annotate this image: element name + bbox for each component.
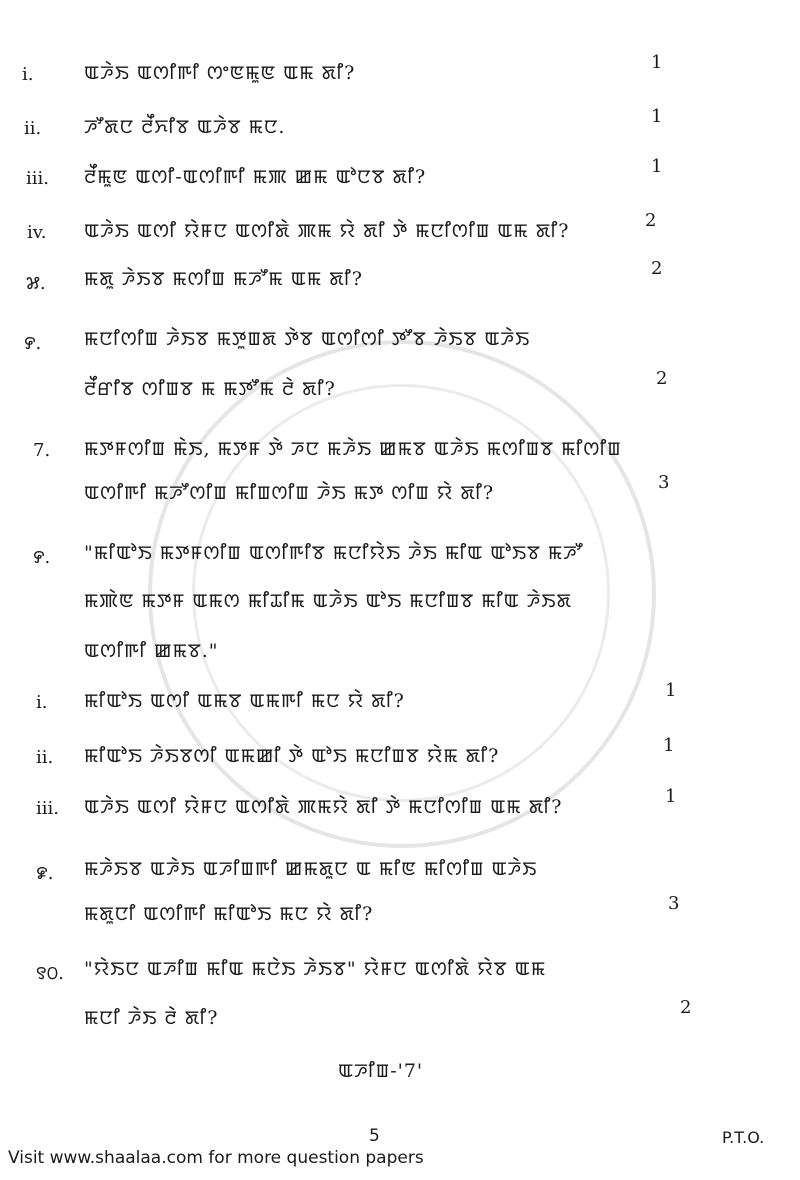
question-text: "ꯌꯥꯏꯅ ꯑꯍꯤꯡ ꯃꯤꯑ ꯃꯅꯥꯏ ꯍꯥꯏꯕ" ꯌꯥꯝꯅ ꯑꯁꯤꯗꯥ ꯌꯥꯕ ꯑꯃ: [84, 958, 547, 980]
question-text: ꯃꯤꯑꯣꯏ ꯍꯥꯏꯕꯁꯤ ꯑꯃꯀꯤ ꯇꯥ ꯑꯣꯏ ꯃꯅꯤꯡꯕ ꯌꯥꯃ ꯗꯤ?: [84, 745, 500, 767]
question-number: ꯱꯰.: [36, 963, 64, 984]
question-text: ꯃꯄꯥꯟ ꯃꯇꯝ ꯑꯃꯁ ꯃꯤꯊꯤꯃ ꯑꯍꯥꯏ ꯑꯣꯏ ꯃꯅꯤꯡꯕ ꯃꯤꯑ ꯍꯥꯏꯗ: [84, 590, 572, 612]
question-text: ꯃꯅꯤꯁꯤꯡ ꯍꯥꯏꯕ ꯃꯇꯨꯡꯗ ꯇꯥꯕ ꯑꯁꯤꯁꯤ ꯇꯧꯕ ꯍꯥꯏꯕ ꯑꯍꯥꯏ: [84, 328, 531, 350]
question-text: ꯃꯗꯨ ꯍꯥꯏꯕ ꯃꯁꯤꯡ ꯃꯍꯧꯃ ꯑꯃ ꯗꯤ?: [84, 268, 363, 290]
question-marks: 2: [656, 368, 668, 389]
question-number: iii.: [36, 798, 59, 819]
question-number: ii.: [24, 118, 42, 139]
question-text: ꯃꯗꯨꯅꯤ ꯑꯁꯤꯒꯤ ꯃꯤꯑꯣꯏ ꯃꯅ ꯌꯥ ꯗꯤ?: [84, 903, 374, 925]
page-number: 5: [369, 1126, 380, 1146]
question-marks: 1: [665, 680, 677, 701]
question-marks: 2: [651, 258, 663, 279]
question-text: ꯑꯁꯤꯒꯤ ꯀꯃꯕ.": [84, 640, 219, 662]
question-text: ꯃꯤꯑꯣꯏ ꯑꯁꯤ ꯑꯃꯕ ꯑꯃꯒꯤ ꯃꯅ ꯌꯥ ꯗꯤ?: [84, 690, 405, 712]
question-text: ꯍꯧꯗꯅ ꯂꯩꯈꯤꯕ ꯑꯍꯥꯕ ꯃꯅ.: [84, 116, 286, 138]
question-marks: 3: [668, 893, 680, 914]
question-marks: 1: [651, 106, 663, 127]
question-number: i.: [36, 692, 48, 713]
question-marks: 3: [658, 472, 670, 493]
question-text: ꯃꯅꯤ ꯍꯥꯏ ꯂꯥ ꯗꯤ?: [84, 1007, 219, 1029]
question-number: ii.: [36, 747, 54, 768]
question-number: iii.: [26, 168, 49, 189]
question-number: 7.: [33, 440, 51, 461]
question-marks: 1: [651, 156, 663, 177]
question-marks: 1: [663, 735, 675, 756]
section-label: ꯑꯍꯤꯡ-'7': [338, 1060, 424, 1082]
question-marks: 2: [680, 997, 692, 1018]
question-number: i.: [22, 64, 34, 85]
question-text: ꯃꯍꯥꯏꯕ ꯑꯍꯥꯏ ꯑꯍꯤꯡꯒꯤ ꯀꯃꯗꯨꯅ ꯑ ꯃꯤꯟ ꯃꯤꯁꯤꯡ ꯑꯍꯥꯏ: [84, 858, 538, 880]
question-text: ꯑꯍꯥꯏ ꯑꯁꯤꯒꯤ ꯁꯦꯟꯃꯨꯟ ꯑꯃ ꯗꯤ?: [84, 62, 356, 84]
question-text: ꯑꯁꯤꯒꯤ ꯃꯍꯧꯁꯤꯡ ꯃꯤꯡꯁꯤꯡ ꯍꯥꯏ ꯃꯇ ꯁꯤꯡ ꯌꯥ ꯗꯤ?: [84, 482, 495, 504]
question-text: ꯂꯩꯔꯤꯕ ꯁꯤꯡꯕ ꯃ ꯃꯇꯧꯃ ꯂꯥ ꯗꯤ?: [84, 378, 336, 400]
question-text: "ꯃꯤꯑꯣꯏ ꯃꯇꯝꯁꯤꯡ ꯑꯁꯤꯒꯤꯕ ꯃꯅꯤꯌꯥꯏ ꯍꯥꯏ ꯃꯤꯑ ꯑꯣꯏꯕ ꯃꯍꯧ: [84, 542, 584, 564]
question-text: ꯂꯩꯃꯨꯟ ꯑꯁꯤ-ꯑꯁꯤꯒꯤ ꯃꯄ ꯀꯃ ꯑꯣꯅꯕ ꯗꯤ?: [84, 166, 427, 188]
question-number: ꯹.: [36, 863, 54, 884]
question-number: ꯷.: [26, 273, 46, 294]
question-text: ꯃꯇꯝꯁꯤꯡ ꯃꯥꯏ, ꯃꯇꯝ ꯇꯥ ꯍꯅ ꯃꯍꯥꯏ ꯀꯃꯕ ꯑꯍꯥꯏ ꯃꯁꯤꯡꯕ ꯃꯤꯁꯤꯡ: [84, 438, 622, 460]
question-number: ꯸.: [33, 547, 51, 568]
question-text: ꯑꯍꯥꯏ ꯑꯁꯤ ꯌꯥꯝꯅ ꯑꯁꯤꯗꯥ ꯄꯃ ꯌꯥ ꯗꯤ ꯇꯥ ꯃꯅꯤꯁꯤꯡ ꯑꯃ ꯗꯤ?: [84, 220, 570, 242]
question-number: iv.: [27, 222, 47, 243]
question-marks: 2: [645, 210, 657, 231]
question-marks: 1: [665, 786, 677, 807]
question-number: ꯸.: [24, 333, 42, 354]
question-marks: 1: [651, 52, 663, 73]
pto-label: P.T.O.: [722, 1128, 765, 1147]
website-footer: Visit www.shaalaa.com for more question papers: [8, 1148, 424, 1168]
question-text: ꯑꯍꯥꯏ ꯑꯁꯤ ꯌꯥꯝꯅ ꯑꯁꯤꯗꯥ ꯄꯃꯌꯥ ꯗꯤ ꯇꯥ ꯃꯅꯤꯁꯤꯡ ꯑꯃ ꯗꯤ?: [84, 796, 563, 818]
